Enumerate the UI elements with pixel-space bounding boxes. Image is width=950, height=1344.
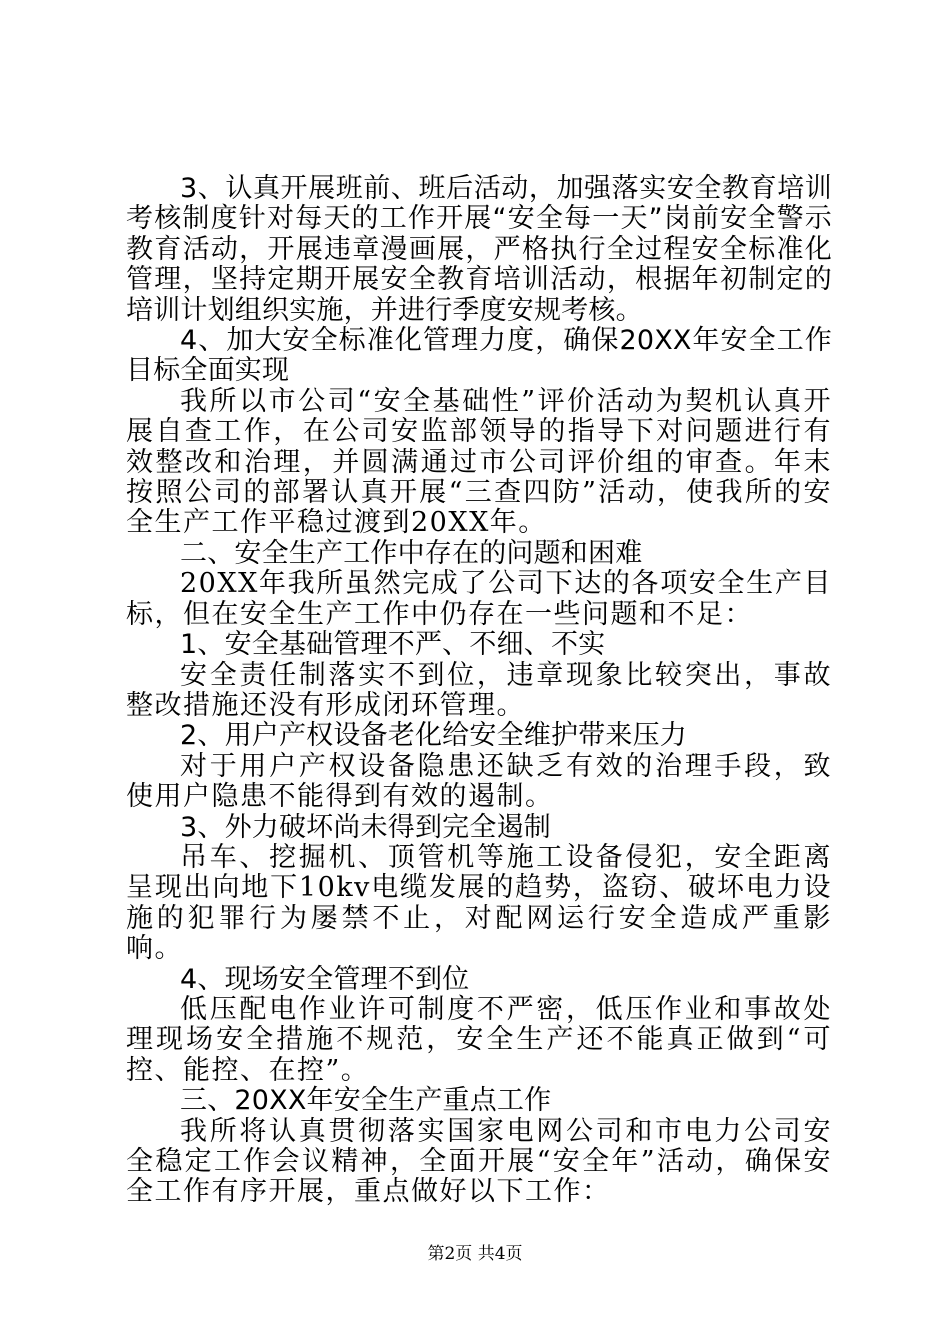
paragraph-equipment-aging: 对于用户产权设备隐患还缺乏有效的治理手段，致使用户隐患不能得到有效的遏制。 <box>126 750 832 813</box>
paragraph-item-3-training: 3、认真开展班前、班后活动，加强落实安全教育培训考核制度针对每天的工作开展“安全每一天”岗前安全警示教育活动，开展违章漫画展，严格执行全过程安全标准化管理，坚持定期开展安全教育培训活动，根据年初制定的培训计划组织实施，并进行季度安规考核。 <box>126 173 832 326</box>
document-body <box>126 174 832 1208</box>
paragraph-item-4-standardization: 4、加大安全标准化管理力度，确保20XX年安全工作目标全面实现 <box>126 325 832 387</box>
subheading-site-management: 4、现场安全管理不到位 <box>180 963 470 995</box>
paragraph-external-damage: 吊车、挖掘机、顶管机等施工设备侵犯，安全距离呈现出向地下10kv电缆发展的趋势，盗窃、破坏电力设施的犯罪行为屡禁不止，对配网运行安全造成严重影响。 <box>126 841 832 965</box>
subheading-external-damage: 3、外力破坏尚未得到完全遏制 <box>180 811 551 843</box>
subheading-equipment-aging: 2、用户产权设备老化给安全维护带来压力 <box>180 720 687 752</box>
paragraph-self-inspection: 我所以市公司“安全基础性”评价活动为契机认真开展自查工作，在公司安监部领导的指导下对问题进行有效整改和治理，并圆满通过市公司评价组的审查。年末按照公司的部署认真开展“三查四防”活动，使我所的安全生产工作平稳过渡到20XX年。 <box>126 385 832 539</box>
section-heading-problems: 二、安全生产工作中存在的问题和困难 <box>180 537 643 569</box>
paragraph-site-management: 低压配电作业许可制度不严密，低压作业和事故处理现场安全措施不规范，安全生产还不能真正做到“可控、能控、在控”。 <box>126 993 832 1086</box>
paragraph-basic-management: 安全责任制落实不到位，违章现象比较突出，事故整改措施还没有形成闭环管理。 <box>126 659 832 721</box>
subheading-basic-management: 1、安全基础管理不严、不细、不实 <box>180 629 606 661</box>
paragraph-key-work: 我所将认真贯彻落实国家电网公司和市电力公司安全稳定工作会议精神，全面开展“安全年”活动，确保安全工作有序开展，重点做好以下工作： <box>126 1115 832 1208</box>
page-footer: 第2页 共4页 <box>427 1244 523 1264</box>
paragraph-problems-intro: 20XX年我所虽然完成了公司下达的各项安全生产目标，但在安全生产工作中仍存在一些问题和不足： <box>126 568 832 630</box>
section-heading-key-work: 三、20XX年安全生产重点工作 <box>180 1085 552 1117</box>
